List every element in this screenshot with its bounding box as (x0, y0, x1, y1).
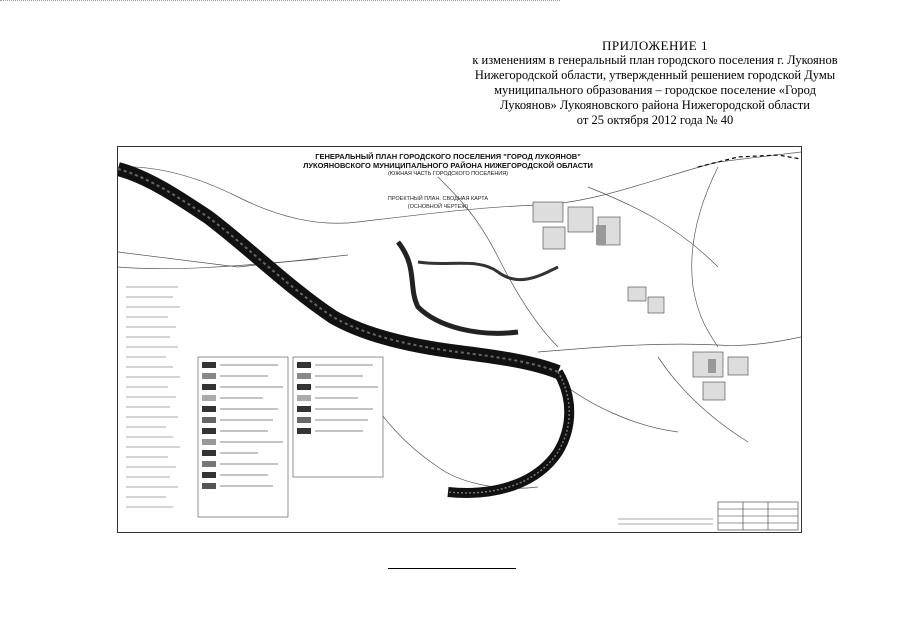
appendix-line: к изменениям в генеральный план городского поселения г. Лукоянов (472, 53, 838, 67)
appendix-heading: ПРИЛОЖЕНИЕ 1 (602, 38, 708, 53)
map-title (268, 152, 628, 179)
appendix-line: Нижегородской области, утвержденный решением городской Думы (474, 68, 836, 82)
map-title-line: ЛУКОЯНОВСКОГО МУНИЦИПАЛЬНОГО РАЙОНА НИЖЕГОРОДСКОЙ ОБЛАСТИ (303, 161, 593, 170)
general-plan-map (117, 146, 802, 533)
map-subtitle-line: ПРОЕКТНЫЙ ПЛАН. СВОДНАЯ КАРТА (387, 196, 489, 202)
map-subtitle (368, 195, 508, 211)
map-subtitle-line: (ОСНОВНОЙ ЧЕРТЕЖ) (407, 204, 469, 210)
map-title-line: (ЮЖНАЯ ЧАСТЬ ГОРОДСКОГО ПОСЕЛЕНИЯ) (387, 171, 509, 177)
appendix-line: от 25 октября 2012 года № 40 (576, 113, 734, 127)
footer-rule (388, 568, 516, 569)
appendix-line: Лукоянов» Лукояновского района Нижегородской области (500, 98, 810, 112)
scan-top-edge (0, 0, 560, 1)
appendix-block (420, 38, 890, 128)
map-title-line: ГЕНЕРАЛЬНЫЙ ПЛАН ГОРОДСКОГО ПОСЕЛЕНИЯ "ГОРОД ЛУКОЯНОВ" (315, 152, 581, 161)
appendix-line: муниципального образования – городское поселение «Город (494, 83, 816, 97)
